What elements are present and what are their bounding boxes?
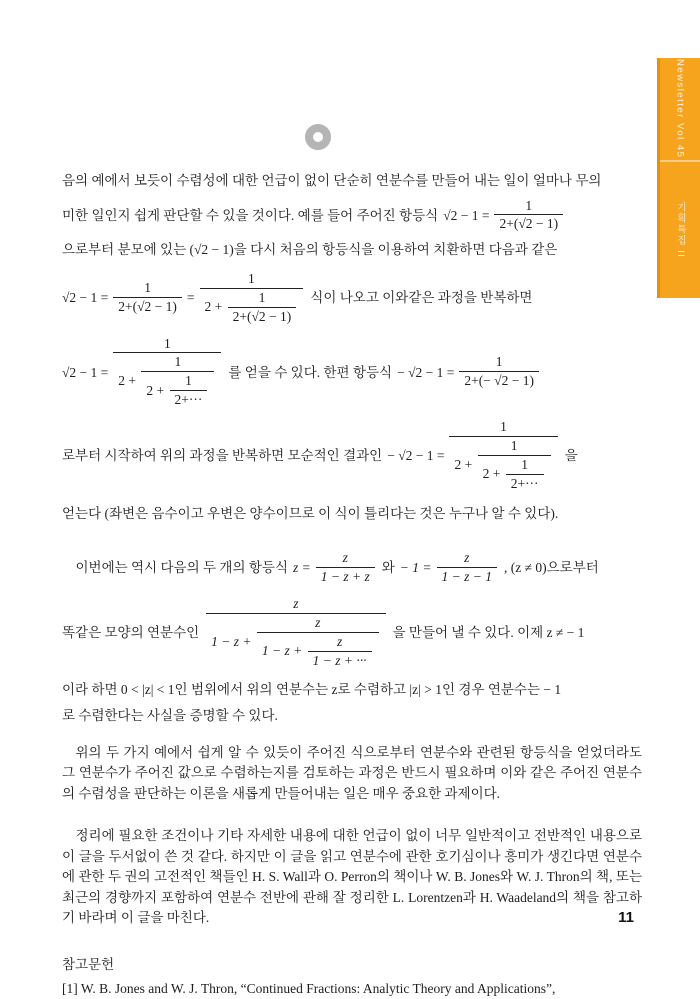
body-text: 식이 나오고 이와같은 과정을 반복하면 — [310, 290, 533, 306]
fraction-numerator: 1 — [258, 289, 266, 305]
nested-fraction — [308, 634, 372, 670]
continued-fraction — [206, 596, 385, 670]
fraction-numerator: z — [342, 550, 348, 566]
denominator-text: 2 + — [146, 382, 165, 398]
formula-row-z-cf — [62, 596, 642, 670]
body-text: 정리에 필요한 조건이나 기타 자세한 내용에 대한 언급이 없이 너무 일반적이고 전반적인 내용으로 이 글을 두서없이 쓴 것 같다. 하지만 이 글을 읽고 연분수에 관한 호기심이나 흥미가 생긴다면 연분수에 관한 두 권의 고전적인 책들인 H. S. Wall과 O. Perron의 책이나 W. B. Jones와 W. J. Thron의 책, 또는 최근의 경향까지 포함하여 연분수 전반에 관해 잘 정리한 L. Lorentzen과 H. Waadeland의 책을 참고하기 바라며 이 글을 마친다. — [62, 828, 642, 926]
p2-line3 — [62, 679, 642, 701]
fraction-denominator — [257, 632, 379, 670]
fraction-denominator — [113, 352, 221, 409]
nested-fraction — [257, 615, 379, 670]
formula-two-step — [62, 271, 305, 326]
fraction-numerator: z — [315, 614, 321, 630]
body-text: 으로부터 분모에 있는 (√2 − 1)을 다시 처음의 항등식을 이용하여 치환하면 다음과 같은 — [62, 242, 558, 258]
body-text: 이번에는 역시 다음의 두 개의 항등식 — [75, 560, 288, 576]
formula-lhs: − √2 − 1 = — [387, 448, 445, 464]
denominator-text: 2 + — [482, 466, 501, 482]
formula-negative-identity — [397, 354, 541, 390]
fraction-denominator — [478, 455, 551, 493]
fraction-numerator: 1 — [248, 270, 255, 286]
formula-continued-fraction — [62, 336, 223, 410]
references-heading: 참고문헌 — [62, 956, 115, 972]
denominator-text: 2 + — [204, 299, 223, 315]
fraction-numerator: 1 — [174, 354, 182, 370]
fraction-numerator: z — [464, 550, 470, 566]
fraction — [228, 290, 297, 326]
fraction-denominator: 2+··· — [170, 390, 208, 409]
body-text: , (z ≠ 0)으로부터 — [504, 560, 599, 576]
formula-lhs: √2 − 1 = — [62, 364, 109, 380]
equals-sign: = — [186, 290, 195, 306]
denominator-text: 2 + — [118, 373, 137, 389]
formula-z-identity-2 — [400, 550, 499, 586]
formula-identity-sqrt2 — [443, 198, 565, 234]
fraction-numerator: 1 — [163, 335, 171, 351]
continued-fraction — [113, 336, 221, 410]
paragraph-4 — [62, 826, 642, 929]
fraction-numerator: 1 — [185, 373, 192, 389]
nested-fraction — [141, 354, 214, 409]
fraction-denominator: 2+(− √2 − 1) — [459, 371, 539, 390]
fraction-numerator: z — [293, 595, 299, 611]
fraction — [113, 280, 182, 316]
body-text: 미한 일인지 쉽게 판단할 수 있을 것이다. 예를 들어 주어진 항등식 — [62, 207, 439, 223]
formula-row-infinite-cf — [62, 336, 642, 410]
fraction-denominator — [206, 613, 385, 670]
formula-lhs: √2 − 1 = — [443, 207, 490, 223]
denominator-text: 1 − z + — [211, 633, 252, 649]
fraction-denominator — [449, 436, 557, 493]
fraction-denominator: 1 − z − 1 — [437, 567, 497, 586]
body-text: 얻는다 (좌변은 음수이고 우변은 양수이므로 이 식이 틀리다는 것은 누구나 알 수 있다). — [62, 505, 559, 521]
sidebar-tab-section — [660, 162, 700, 298]
fraction-numerator: 1 — [525, 197, 533, 213]
formula-row-contradiction — [62, 419, 642, 493]
fraction — [459, 354, 539, 390]
fraction-denominator: 2+(√2 − 1) — [228, 307, 297, 326]
p2-line4 — [62, 705, 642, 727]
fraction-denominator — [200, 288, 304, 326]
denominator-text: 1 − z + — [261, 643, 303, 659]
article-body — [62, 166, 642, 999]
body-text: 똑같은 모양의 연분수인 — [62, 624, 200, 640]
body-text: 로 수렴한다는 사실을 증명할 수 있다. — [62, 708, 278, 723]
nested-fraction — [506, 457, 544, 493]
fraction-numerator: 1 — [521, 456, 528, 472]
body-text: 을 만들어 낼 수 있다. 이제 z ≠ − 1 — [392, 624, 585, 640]
p1-line3 — [62, 239, 642, 261]
sidebar-tab-section-label: 기획특집 II — [675, 201, 686, 259]
denominator-text: 2 + — [454, 456, 473, 472]
reference-item: [1] W. B. Jones and W. J. Thron, “Continued Fractions: Analytic Theory and Applications”, — [62, 980, 556, 996]
formula-z-continued-fraction — [204, 596, 387, 670]
ring-icon — [305, 124, 331, 150]
p2-line1 — [62, 550, 642, 586]
body-text: 음의 예에서 보듯이 수렴성에 대한 언급이 없이 단순히 연분수를 만들어 내는 일이 얼마나 무의 — [62, 173, 602, 188]
fraction-denominator: 1 − z + z — [316, 567, 375, 586]
formula-lhs: √2 − 1 = — [62, 290, 109, 306]
p1-closing — [62, 503, 642, 525]
formula-lhs: − 1 = — [399, 560, 432, 576]
fraction-denominator: 2+··· — [506, 474, 544, 493]
fraction — [494, 198, 563, 234]
fraction-numerator: 1 — [500, 419, 507, 435]
body-text: 을 — [564, 448, 578, 464]
fraction-denominator: 2+(√2 − 1) — [113, 297, 182, 316]
formula-lhs: z = — [293, 560, 311, 576]
nested-fraction — [478, 438, 551, 493]
p1-line2 — [62, 198, 642, 234]
fraction — [437, 550, 497, 586]
fraction — [316, 550, 375, 586]
sidebar-tab — [657, 58, 700, 298]
fraction-numerator: 1 — [495, 354, 503, 370]
p1-line1 — [62, 170, 642, 192]
body-text: 로부터 시작하여 위의 과정을 반복하면 모순적인 결과인 — [62, 448, 383, 464]
nested-fraction — [170, 373, 208, 409]
body-text: 위의 두 가지 예에서 쉽게 알 수 있듯이 주어진 식으로부터 연분수와 관련된 항등식을 얻었더라도 그 연분수가 주어진 값으로 수렴하는지를 검토하는 과정은 반드시 필요하며 이와 같은 주어진 연분수의 수렴성을 판단하는 이론을 새롭게 만들어내는 일은 매우 중요한 과제이다. — [62, 744, 642, 801]
sidebar-tab-newsletter — [660, 58, 700, 160]
formula-lhs: − √2 − 1 = — [397, 364, 455, 380]
formula-row-substitution — [62, 271, 642, 326]
nested-fraction — [200, 271, 304, 326]
body-text: 를 얻을 수 있다. 한편 항등식 — [228, 364, 393, 380]
fraction-numerator: 1 — [144, 280, 151, 296]
fraction-numerator: 1 — [510, 437, 518, 453]
continued-fraction — [449, 419, 557, 493]
formula-z-identity-1 — [293, 550, 377, 586]
page-number: 11 — [618, 909, 634, 926]
formula-contradiction-cf — [387, 419, 559, 493]
body-text: 와 — [381, 560, 395, 576]
sidebar-tab-newsletter-label: Newsletter Vol 45 — [674, 59, 686, 159]
fraction-denominator: 2+(√2 − 1) — [494, 214, 563, 233]
body-text: 이라 하면 0 < |z| < 1인 범위에서 위의 연분수는 z로 수렴하고 |z| > 1인 경우 연분수는 − 1 — [62, 682, 562, 698]
fraction-numerator: z — [336, 633, 343, 649]
fraction-denominator: 1 − z + ··· — [308, 651, 372, 670]
fraction-denominator — [141, 371, 214, 409]
paragraph-3 — [62, 743, 642, 805]
